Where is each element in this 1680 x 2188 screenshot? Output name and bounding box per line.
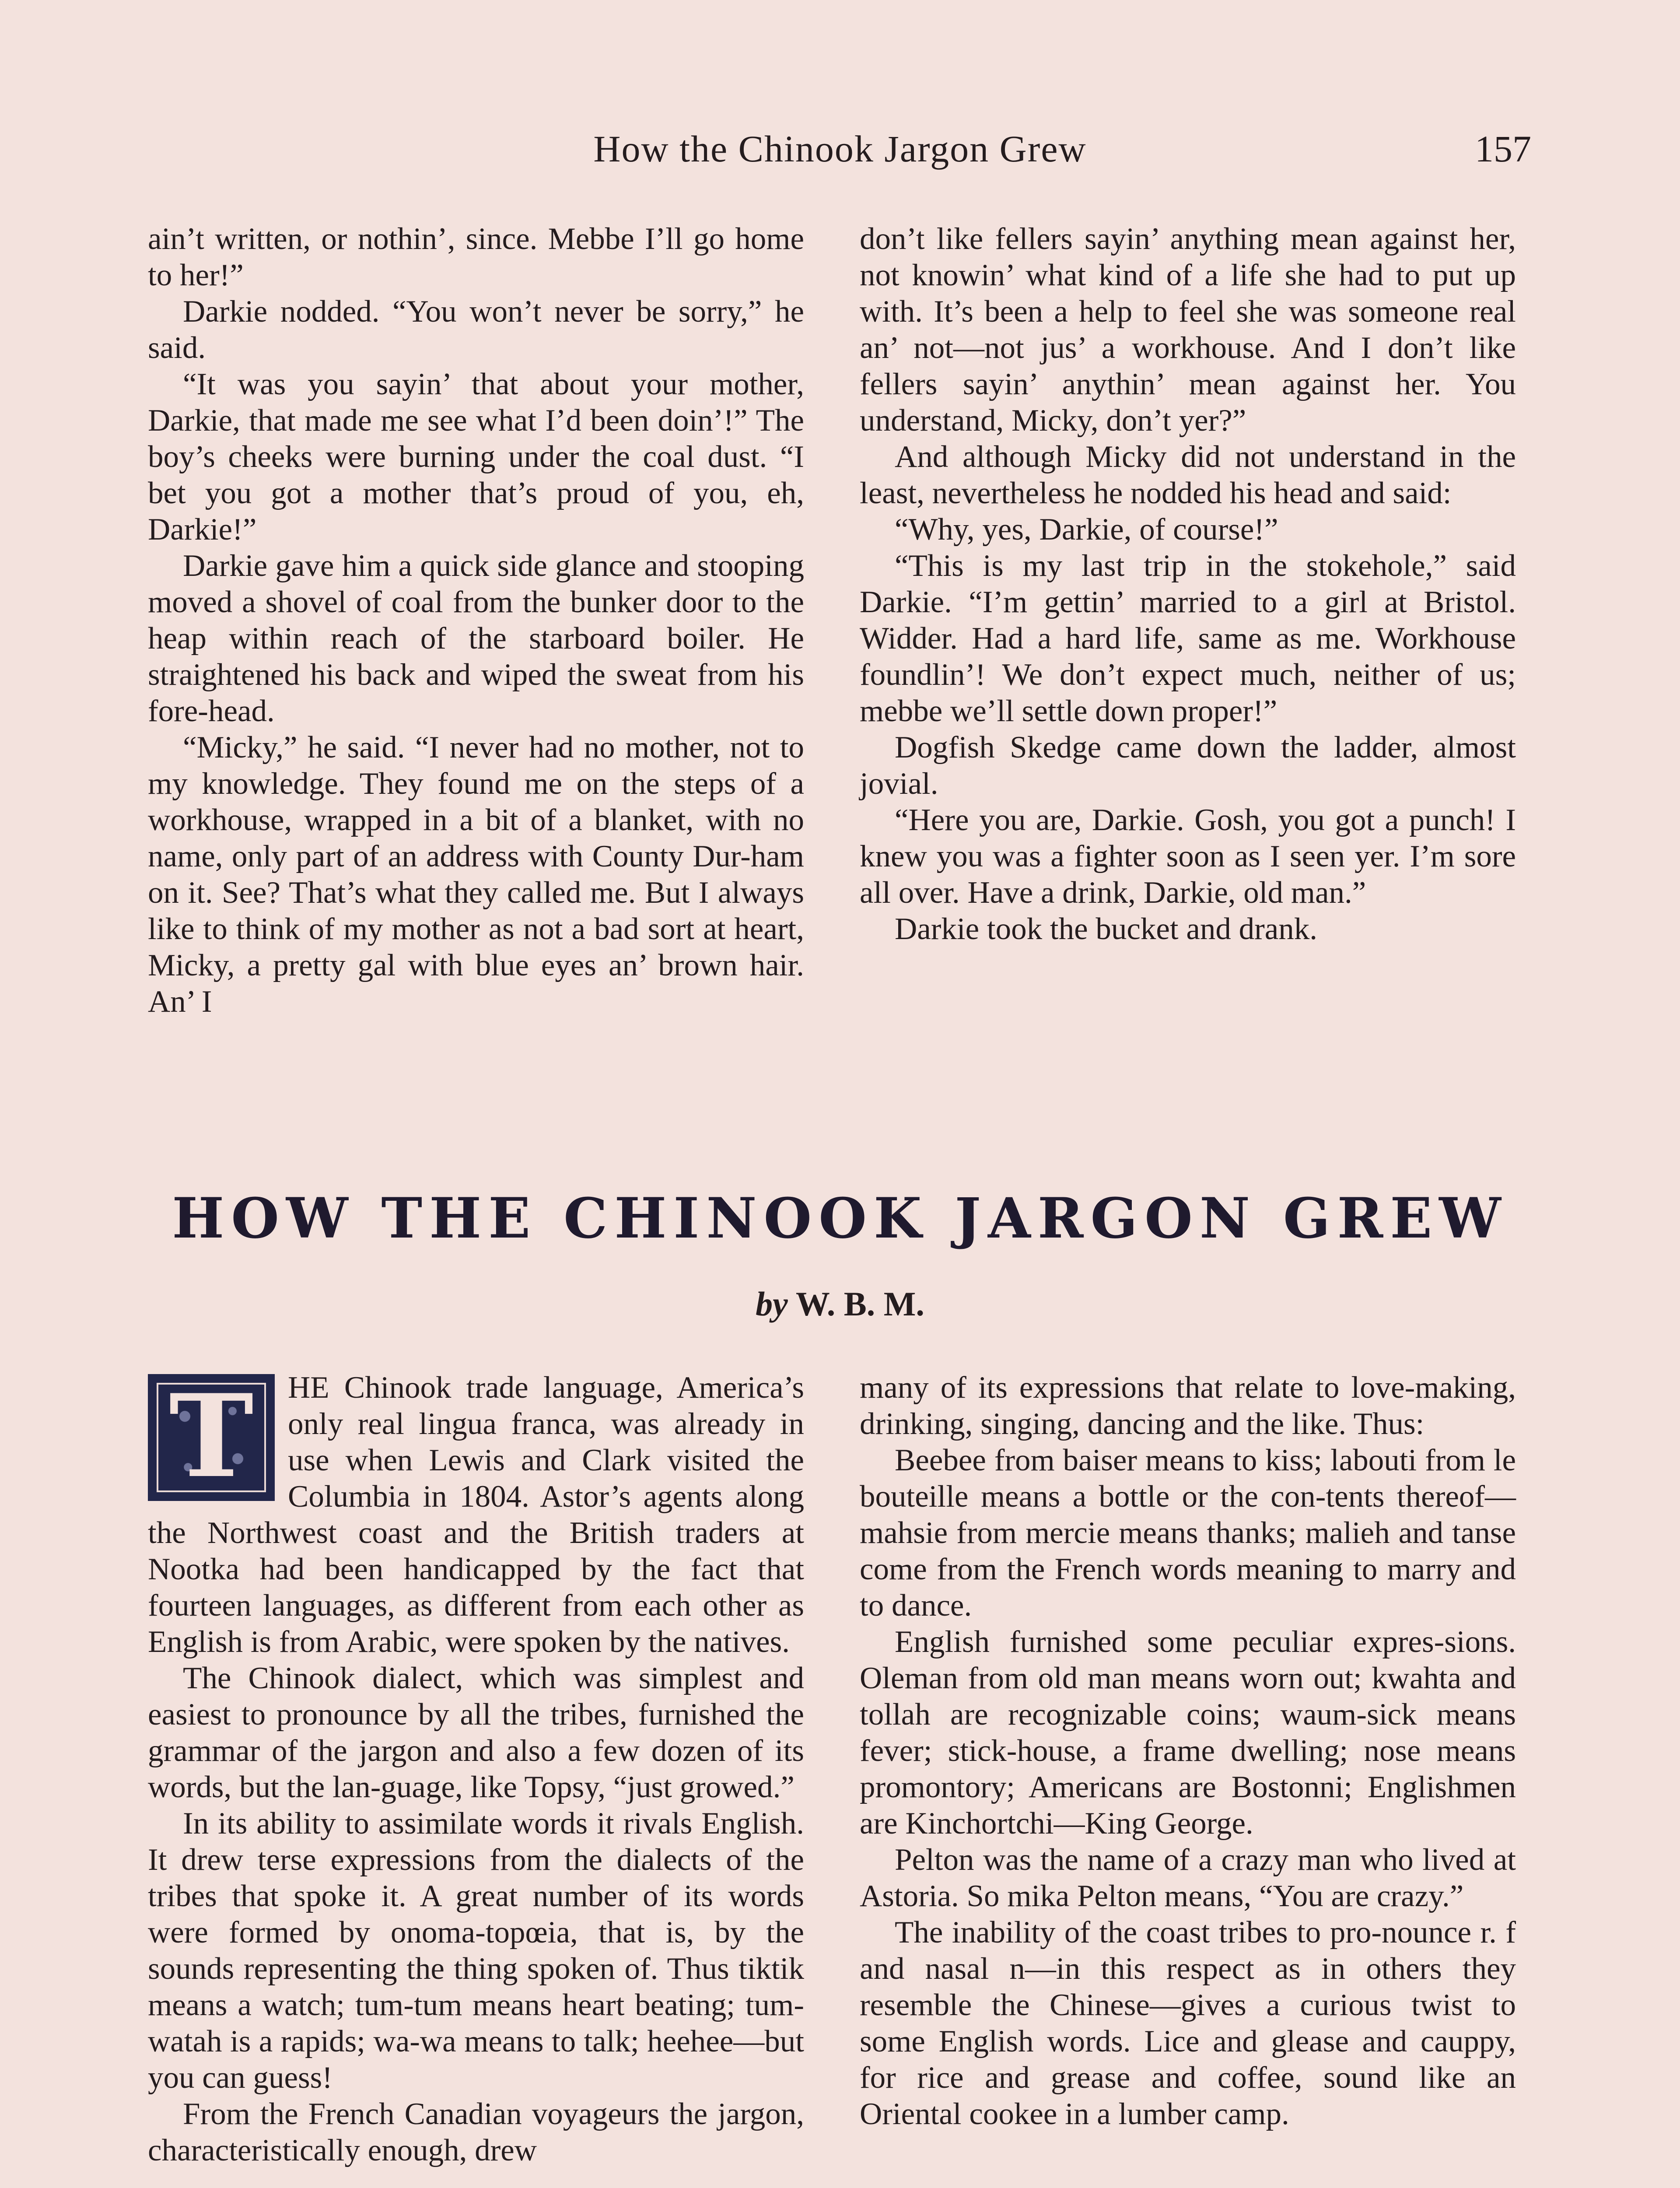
running-title: How the Chinook Jargon Grew (593, 128, 1087, 170)
paragraph: “Micky,” he said. “I never had no mother, not to my knowledge. They found me on the steps of a workhouse, wrapped in a bit of a blanket, with no name, only part of an address with County Dur-ham on it. See? That’s what they called me. But I always like to think of my mother as not a bad sort at heart, Micky, a pretty gal with blue eyes an’ brown hair. An’ I (148, 730, 804, 1019)
paragraph: English furnished some peculiar expres-sions. Oleman from old man means worn out; kwahta and tollah are recognizable coins; waum-sick means fever; stick-house, a frame dwelling; nose means promontory; Americans are Bostonni; Englishmen are Kinchortchi—King George. (860, 1625, 1516, 1841)
paragraph: From the French Canadian voyageurs the jargon, characteristically enough, drew (148, 2097, 804, 2167)
page-header (0, 127, 1680, 193)
paragraph: “Here you are, Darkie. Gosh, you got a punch! I knew you was a fighter soon as I seen yer. I’m sore all over. Have a drink, Darkie, old man.” (860, 803, 1516, 910)
drop-cap (148, 1370, 275, 1503)
paragraph: The Chinook dialect, which was simplest and easiest to pronounce by all the tribes, furnished the grammar of the jargon and also a few dozen of its words, but the lan-guage, like Topsy, “just growed.” (148, 1661, 804, 1804)
paragraph: “Why, yes, Darkie, of course!” (895, 512, 1278, 547)
paragraph: Darkie gave him a quick side glance and stooping moved a shovel of coal from the bunker door to the heap within reach of the starboard boiler. He straightened his back and wiped the sweat from his fore-head. (148, 549, 804, 728)
paragraph: “It was you sayin’ that about your mother, Darkie, that made me see what I’d been doin’!” The boy’s cheeks were burning under the coal dust. “I bet you got a mother that’s proud of you, eh, Darkie!” (148, 367, 804, 547)
paragraph: Darkie took the bucket and drank. (895, 912, 1318, 946)
paragraph: In its ability to assimilate words it rivals English. It drew terse expressions from the dialects of the tribes that spoke it. A great number of its words were formed by onoma-topœia, that is, by the sounds representing the thing spoken of. Thus tiktik means a watch; tum-tum means heart beating; tum-watah is a rapids; wa-wa means to talk; heehee—but you can guess! (148, 1806, 804, 2095)
paragraph: many of its expressions that relate to love-making, drinking, singing, dancing and the like. Thus: (860, 1371, 1516, 1441)
byline-prefix: by (756, 1285, 788, 1323)
byline-author: W. B. M. (795, 1285, 924, 1323)
paragraph: Pelton was the name of a crazy man who lived at Astoria. So mika Pelton means, “You are crazy.” (860, 1843, 1516, 1913)
article-right-column (860, 1370, 1516, 2132)
byline (0, 1284, 1680, 1324)
paragraph: don’t like fellers sayin’ anything mean against her, not knowin’ what kind of a life she had to put up with. It’s been a help to feel she was someone real an’ not—not jus’ a workhouse. And I don’t like fellers sayin’ anythin’ mean against her. You understand, Micky, don’t yer?” (860, 222, 1516, 438)
paragraph: ain’t written, or nothin’, since. Mebbe I’ll go home to her!” (148, 222, 804, 292)
paragraph: HE Chinook trade language, America’s only real lingua franca, was already in use when Lewis and Clark visited the Columbia in 1804. Astor’s agents along the Northwest coast and the British traders at Nootka had been handicapped by the fact that fourteen languages, as different from each other as English is from Arabic, were spoken by the natives. (148, 1371, 804, 1659)
article-title: HOW THE CHINOOK JARGON GREW (172, 1186, 1508, 1251)
paragraph: “This is my last trip in the stokehole,” said Darkie. “I’m gettin’ married to a girl at Bristol. Widder. Had a hard life, same as me. Workhouse foundlin’! We don’t expect much, neither of us; mebbe we’ll settle down proper!” (860, 549, 1516, 728)
drop-cap-letter: T (169, 1370, 254, 1503)
paragraph: And although Micky did not understand in the least, nevertheless he nodded his head and said: (860, 440, 1516, 510)
page-number: 157 (1475, 128, 1531, 170)
story-right-column (860, 221, 1516, 947)
paragraph: Dogfish Skedge came down the ladder, almost jovial. (860, 730, 1516, 801)
paragraph: Beebee from baiser means to kiss; labouti from le bouteille means a bottle or the con-tents thereof—mahsie from mercie means thanks; malieh and tanse come from the French words meaning to marry and to dance. (860, 1443, 1516, 1623)
article-left-column (148, 1370, 804, 2169)
paragraph: The inability of the coast tribes to pro-nounce r. f and nasal n—in this respect as in others they resemble the Chinese—gives a curious twist to some English words. Lice and glease and cauppy, for rice and grease and coffee, sound like an Oriental cookee in a lumber camp. (860, 1915, 1516, 2131)
paragraph: Darkie nodded. “You won’t never be sorry,” he said. (148, 295, 804, 365)
story-left-column (148, 221, 804, 1020)
